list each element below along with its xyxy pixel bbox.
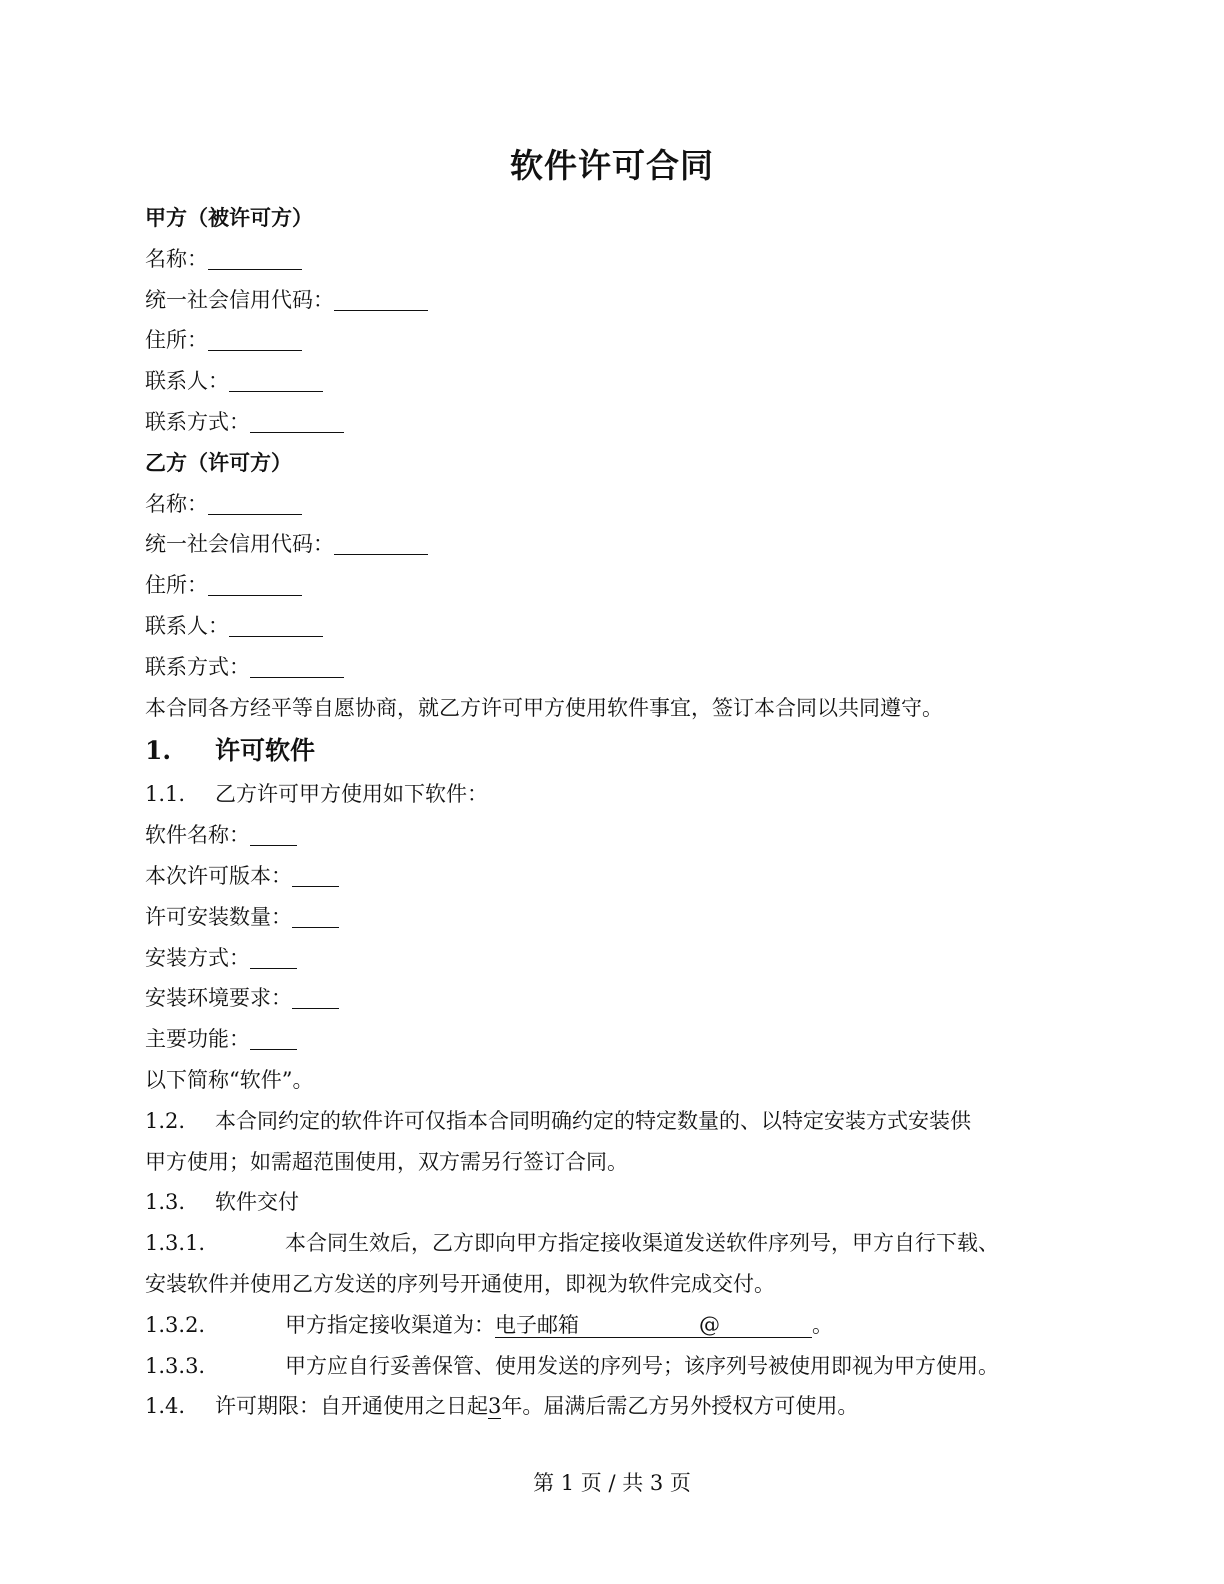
document-title: 软件许可合同	[510, 146, 714, 185]
fill-blank	[334, 288, 428, 311]
party-a-heading: 甲方（被许可方）	[145, 205, 313, 230]
clause-1-3-2: 1.3.2. 甲方指定接收渠道为：电子邮箱 @ 。	[145, 1312, 833, 1337]
party-b-heading: 乙方（许可方）	[145, 449, 292, 475]
clause-1-2: 1.2. 本合同约定的软件许可仅指本合同明确约定的特定数量的、以特定安装方式安装供	[145, 1108, 971, 1133]
fill-blank	[292, 986, 339, 1009]
fill-blank	[208, 492, 302, 515]
party-b-credit-code: 统一社会信用代码：	[145, 524, 1095, 565]
fill-blank	[229, 369, 323, 392]
fill-blank	[292, 905, 339, 928]
clause-1-3-3: 1.3.3. 甲方应自行妥善保管、使用发送的序列号；该序列号被使用即视为甲方使用。	[145, 1353, 999, 1378]
fill-blank	[292, 864, 339, 887]
party-a-credit-code: 统一社会信用代码：	[145, 280, 1095, 321]
install-env: 安装环境要求：	[145, 978, 1095, 1019]
party-b-contact: 联系人：	[145, 606, 1095, 647]
software-version: 本次许可版本：	[145, 856, 1095, 897]
page-footer: 第 1 页 / 共 3 页	[533, 1471, 691, 1495]
party-b-name: 名称：	[145, 484, 1095, 525]
fill-blank	[208, 247, 302, 270]
clause-1-4: 1.4. 许可期限：自开通使用之日起3年。届满后需乙方另外授权方可使用。	[145, 1394, 859, 1419]
fill-blank	[208, 328, 302, 351]
party-a-contact: 联系人：	[145, 361, 1095, 402]
install-count: 许可安装数量：	[145, 897, 1095, 938]
fill-blank	[334, 532, 428, 555]
party-b-address: 住所：	[145, 565, 1095, 606]
fill-blank	[250, 655, 344, 678]
section-heading: 1. 许可软件	[145, 736, 316, 766]
party-a-address: 住所：	[145, 320, 1095, 361]
fill-blank	[250, 823, 297, 846]
fill-blank	[250, 946, 297, 969]
party-a-contact-method: 联系方式：	[145, 402, 1095, 443]
clause-1-3-1-cont: 安装软件并使用乙方发送的序列号开通使用，即视为软件完成交付。	[145, 1271, 775, 1296]
intro-paragraph: 本合同各方经平等自愿协商，就乙方许可甲方使用软件事宜，签订本合同以共同遵守。	[145, 695, 943, 720]
fill-blank	[229, 614, 323, 637]
install-method: 安装方式：	[145, 938, 1095, 979]
party-a-name: 名称：	[145, 239, 1095, 280]
fill-blank	[250, 1027, 297, 1050]
main-functions: 主要功能：	[145, 1019, 1095, 1060]
license-years: 3	[488, 1394, 502, 1419]
email-channel-field: 电子邮箱 @	[495, 1313, 812, 1338]
clause-1-3: 1.3. 软件交付	[145, 1190, 299, 1215]
fill-blank	[250, 410, 344, 433]
software-alias: 以下简称“软件”。	[145, 1067, 314, 1092]
document-body	[145, 198, 1095, 1427]
party-b-contact-method: 联系方式：	[145, 647, 1095, 688]
clause-1-3-1: 1.3.1. 本合同生效后，乙方即向甲方指定接收渠道发送软件序列号，甲方自行下载、	[145, 1231, 999, 1256]
fill-blank	[208, 573, 302, 596]
software-name: 软件名称：	[145, 815, 1095, 856]
clause-1-2-cont: 甲方使用；如需超范围使用，双方需另行签订合同。	[145, 1149, 628, 1174]
clause-1-1: 1.1. 乙方许可甲方使用如下软件：	[145, 782, 488, 807]
